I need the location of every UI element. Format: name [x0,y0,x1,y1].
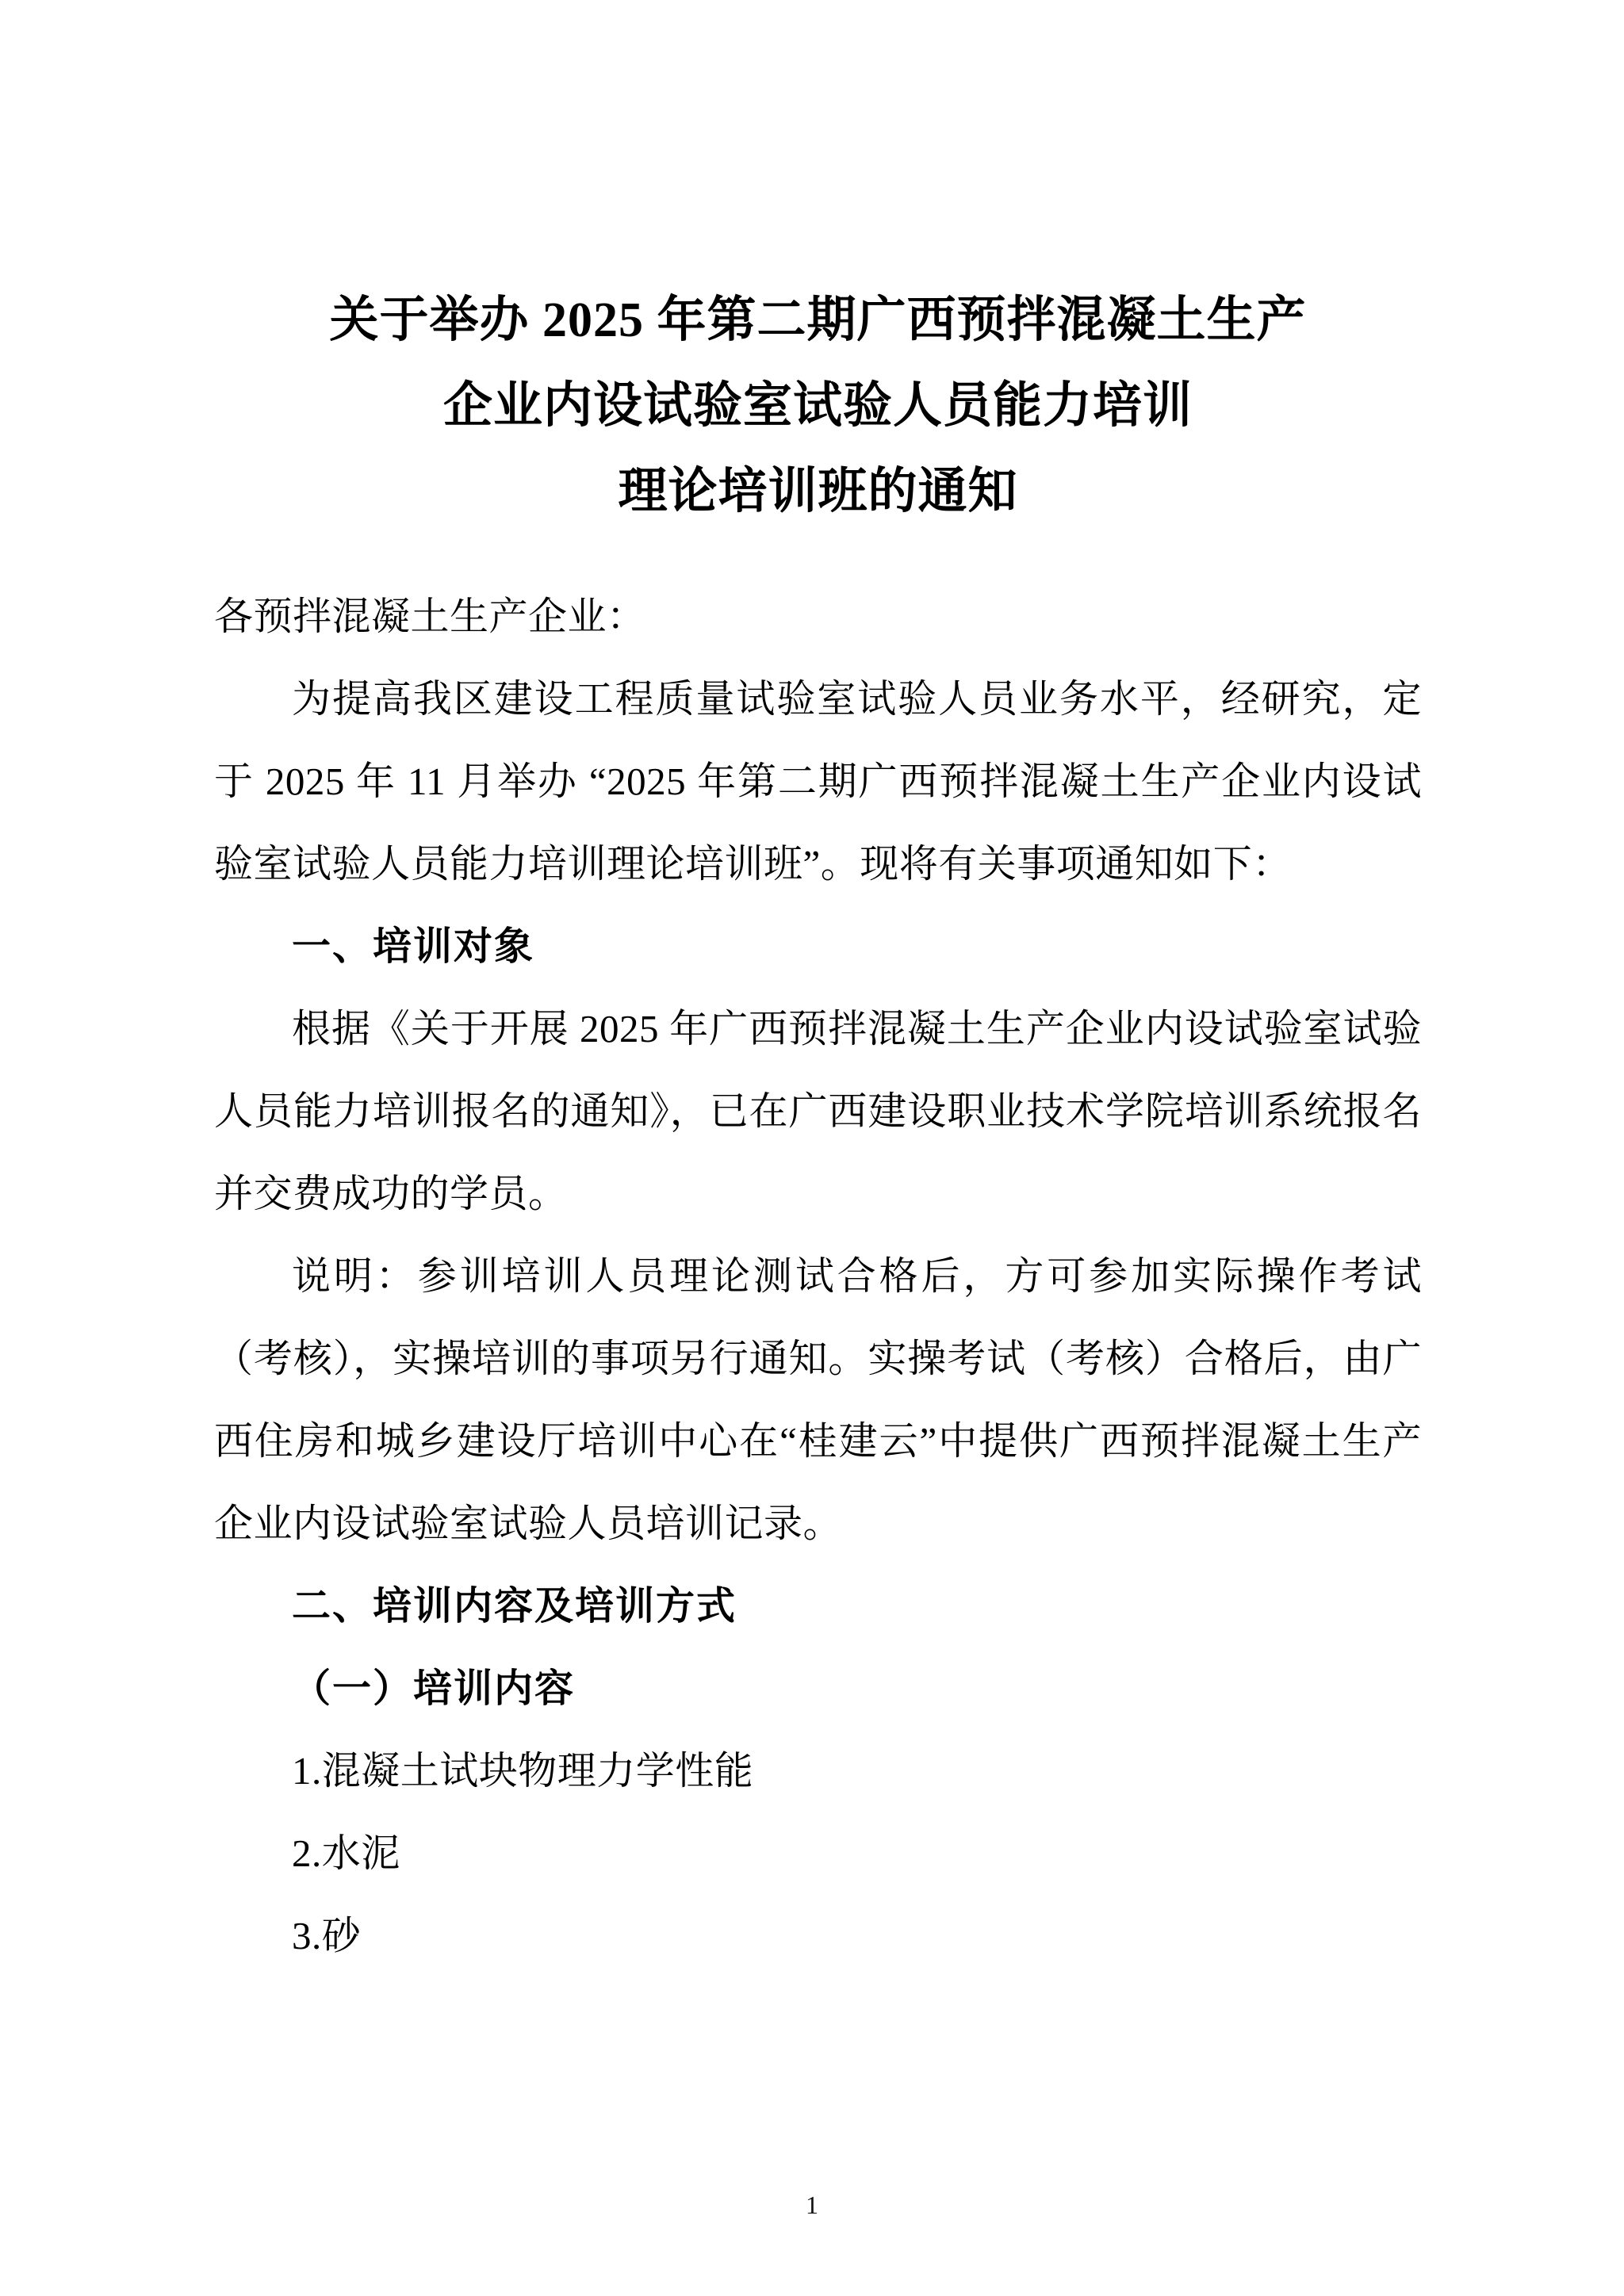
title-line-1: 关于举办 2025 年第二期广西预拌混凝土生产 [329,293,1307,347]
section-one-paragraph-1: 根据《关于开展 2025 年广西预拌混凝土生产企业内设试验室试验人员能力培训报名的通知》，已在广西建设职业技术学院培训系统报名并交费成功的学员。 [214,1007,1422,1215]
list-item: 3.砂 [292,1914,362,1957]
section-one-paragraph-2: 说明：参训培训人员理论测试合格后，方可参加实际操作考试（考核），实操培训的事项另行通知。实操考试（考核）合格后，由广西住房和城乡建设厅培训中心在“桂建云”中提供广西预拌混凝土生产企业内设试验室试验人员培训记录。 [214,1254,1422,1545]
title-line-3: 理论培训班的通知 [618,465,1018,519]
title-line-2: 企业内设试验室试验人员能力培训 [442,379,1193,433]
section-heading-two: 二、培训内容及培训方式 [292,1584,737,1628]
list-item: 1.混凝土试块物理力学性能 [292,1749,754,1793]
page-number: 1 [806,2191,818,2219]
subsection-heading-content: （一）培训内容 [292,1667,576,1710]
document-body [214,576,1422,1977]
section-heading-one: 一、培训对象 [292,924,535,968]
page-title [214,277,1422,534]
salutation: 各预拌混凝土生产企业： [214,595,646,638]
intro-paragraph: 为提高我区建设工程质量试验室试验人员业务水平，经研究，定于 2025 年 11 月举办 “2025 年第二期广西预拌混凝土生产企业内设试验室试验人员能力培训理论培训班”。现将有关事项通知如下： [214,677,1422,886]
list-item: 2.水泥 [292,1831,400,1875]
